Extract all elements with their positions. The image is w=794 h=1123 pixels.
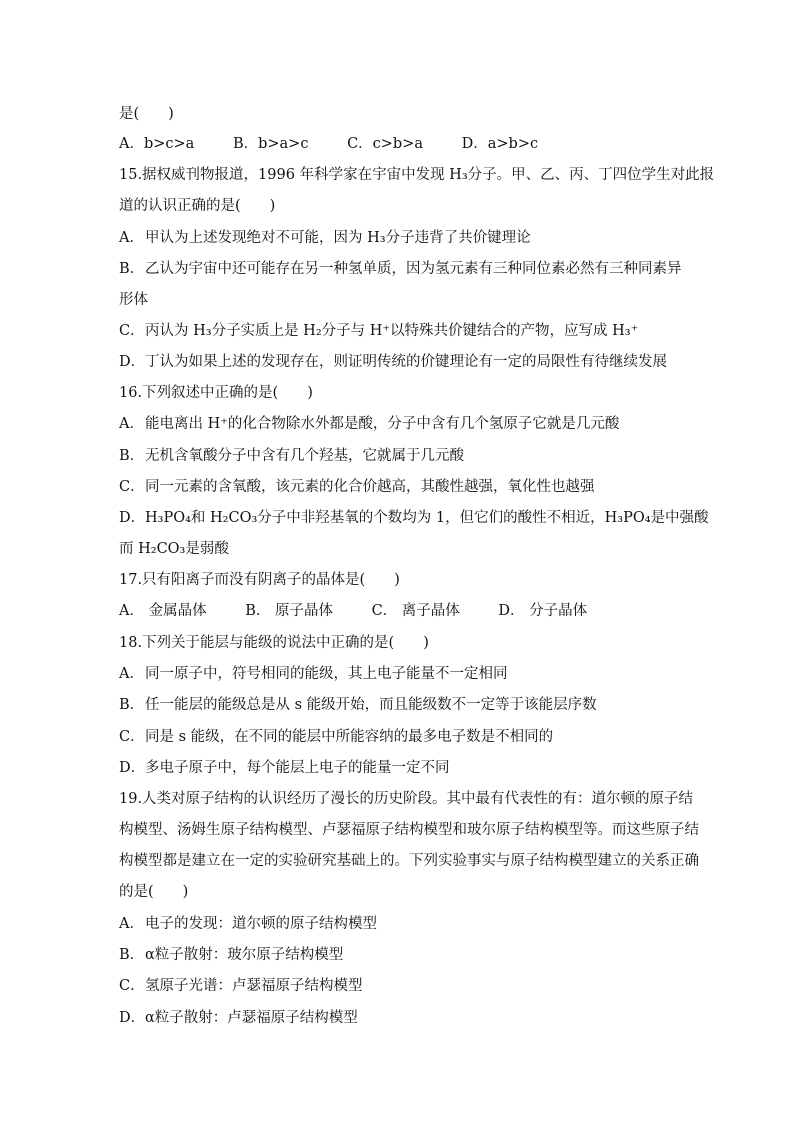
q15-option-b: B．乙认为宇宙中还可能存在另一种氢单质，因为氢元素有三种同位素必然有三种同素异 xyxy=(119,261,682,277)
q16-option-d: D．H₃PO₄和 H₂CO₃分子中非羟基氧的个数均为 1，但它们的酸性不相近，H₃PO₄是中强酸 xyxy=(119,510,709,526)
q15-option-c: C．丙认为 H₃分子实质上是 H₂分子与 H⁺以特殊共价键结合的产物，应写成 H₃⁺ xyxy=(119,323,639,339)
q18-option-c: C．同是 s 能级，在不同的能层中所能容纳的最多电子数是不相同的 xyxy=(119,729,554,745)
option-a: A．b>c>a xyxy=(119,136,195,152)
q19-stem-2: 构模型、汤姆生原子结构模型、卢瑟福原子结构模型和玻尔原子结构模型等。而这些原子结 xyxy=(119,822,699,838)
q19-option-d: D．α粒子散射：卢瑟福原子结构模型 xyxy=(119,1010,358,1026)
option-d: D．a>b>c xyxy=(461,136,539,152)
option-c: C． 离子晶体 xyxy=(371,603,460,619)
q18-option-d: D．多电子原子中，每个能层上电子的能量一定不同 xyxy=(119,760,450,776)
line-0: 是( ) xyxy=(119,106,174,122)
q16-option-c: C．同一元素的含氧酸，该元素的化合价越高，其酸性越强，氧化性也越强 xyxy=(119,479,595,495)
q19-option-c: C．氢原子光谱：卢瑟福原子结构模型 xyxy=(119,978,363,994)
q15-stem-2: 道的认识正确的是( ) xyxy=(119,198,276,214)
q19-option-a: A．电子的发现：道尔顿的原子结构模型 xyxy=(119,916,377,932)
q16-option-a: A．能电离出 H⁺的化合物除水外都是酸，分子中含有几个氢原子它就是几元酸 xyxy=(119,416,620,432)
q15-stem-1: 15.据权威刊物报道，1996 年科学家在宇宙中发现 H₃分子。甲、乙、丙、丁四位学生对此报 xyxy=(119,167,715,183)
q19-stem-1: 19.人类对原子结构的认识经历了漫长的历史阶段。其中最有代表性的有：道尔顿的原子结 xyxy=(119,791,694,807)
q16-stem: 16.下列叙述中正确的是( ) xyxy=(119,385,313,401)
option-c: C．c>b>a xyxy=(347,136,424,152)
option-b: B． 原子晶体 xyxy=(245,603,333,619)
q19-option-b: B．α粒子散射：玻尔原子结构模型 xyxy=(119,947,344,963)
q17-stem: 17.只有阳离子而没有阴离子的晶体是( ) xyxy=(119,572,400,588)
q18-option-b: B．任一能层的能级总是从 s 能级开始，而且能级数不一定等于该能层序数 xyxy=(119,697,597,713)
q16-option-b: B．无机含氧酸分子中含有几个羟基，它就属于几元酸 xyxy=(119,448,464,464)
q15-option-a: A．甲认为上述发现绝对不可能，因为 H₃分子违背了共价键理论 xyxy=(119,230,531,246)
q18-stem: 18.下列关于能层与能级的说法中正确的是( ) xyxy=(119,635,429,651)
q19-stem-4: 的是( ) xyxy=(119,884,189,900)
q14-options xyxy=(119,134,684,154)
option-b: B．b>a>c xyxy=(232,136,309,152)
q18-option-a: A．同一原子中，符号相同的能级，其上电子能量不一定相同 xyxy=(119,666,508,682)
q16-option-d-cont: 而 H₂CO₃是弱酸 xyxy=(119,541,229,557)
q19-stem-3: 构模型都是建立在一定的实验研究基础上的。下列实验事实与原子结构模型建立的关系正确 xyxy=(119,853,699,869)
q15-option-d: D．丁认为如果上述的发现存在，则证明传统的价键理论有一定的局限性有待继续发展 xyxy=(119,354,667,370)
q17-options xyxy=(119,601,684,621)
option-a: A． 金属晶体 xyxy=(119,603,207,619)
option-d: D． 分子晶体 xyxy=(498,603,588,619)
q15-option-b-cont: 形体 xyxy=(119,292,148,308)
